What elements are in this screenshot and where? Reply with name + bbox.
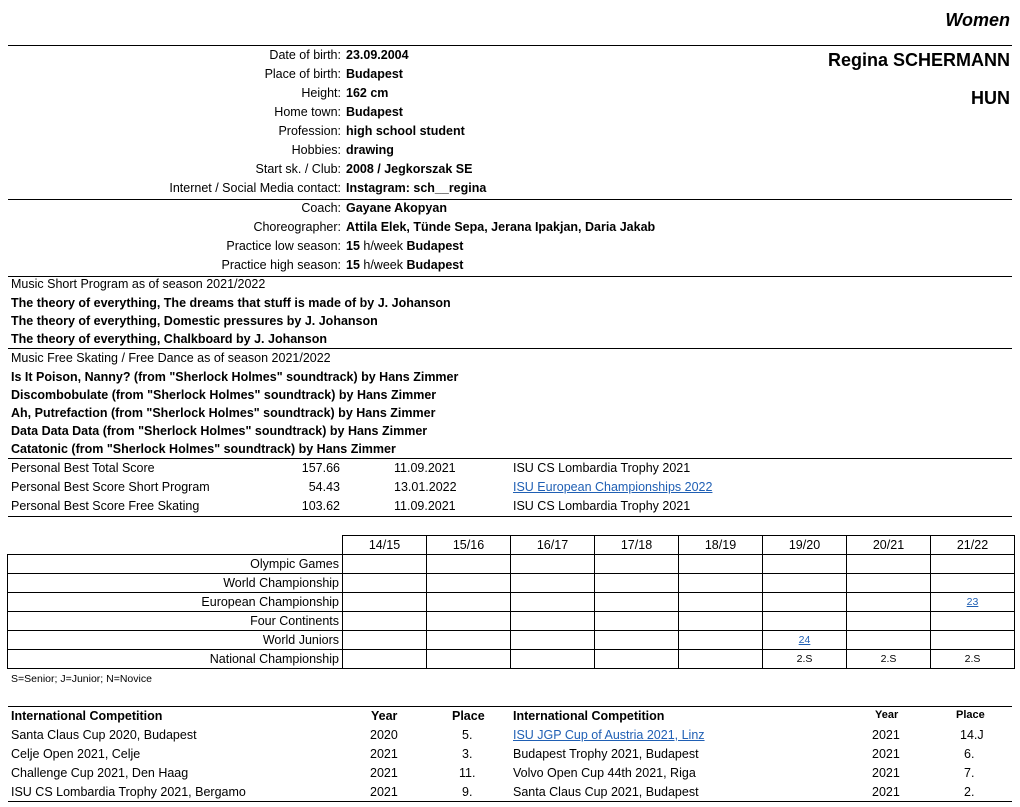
practice-high-label: Practice high season:	[221, 258, 341, 272]
music-fs-item: Discombobulate (from "Sherlock Holmes" soundtrack) by Hans Zimmer	[11, 388, 437, 402]
pb-label: Personal Best Score Free Skating	[11, 499, 200, 513]
practice-location: Budapest	[406, 239, 464, 253]
result-cell	[427, 574, 511, 593]
hours-value: 15	[346, 239, 360, 253]
header-divider	[8, 45, 1012, 46]
music-fs-heading: Music Free Skating / Free Dance as of season 2021/2022	[11, 351, 331, 365]
championship-name: National Championship	[8, 650, 343, 669]
intl-year: 2021	[370, 747, 398, 761]
result-cell	[595, 650, 679, 669]
result-cell	[343, 650, 427, 669]
intl-header-place: Place	[956, 709, 985, 721]
intl-year: 2021	[370, 766, 398, 780]
intl-year: 2021	[872, 785, 900, 799]
championship-row	[8, 631, 1015, 650]
divider	[8, 199, 1012, 200]
hours-unit: h/week	[359, 239, 407, 253]
practice-high-value	[346, 258, 463, 272]
result-cell	[847, 593, 931, 612]
result-cell	[427, 593, 511, 612]
result-cell	[427, 650, 511, 669]
result-cell	[763, 593, 847, 612]
pb-date: 13.01.2022	[394, 480, 457, 494]
legend-note: S=Senior; J=Junior; N=Novice	[11, 673, 152, 685]
music-fs-item: Catatonic (from "Sherlock Holmes" soundtrack) by Hans Zimmer	[11, 442, 396, 456]
result-cell	[595, 631, 679, 650]
result-cell	[763, 555, 847, 574]
result-cell: 2.S	[763, 650, 847, 669]
intl-place: 3.	[462, 747, 473, 761]
divider	[8, 706, 1012, 707]
result-cell	[595, 555, 679, 574]
coach-label: Coach:	[301, 201, 341, 215]
bio-value: Instagram: sch__regina	[346, 181, 487, 195]
pb-score: 157.66	[301, 461, 340, 475]
bio-value: high school student	[346, 124, 465, 138]
pb-event: ISU CS Lombardia Trophy 2021	[513, 461, 691, 475]
choreographer-value: Attila Elek, Tünde Sepa, Jerana Ipakjan, Daria Jakab	[346, 220, 656, 234]
result-cell	[679, 631, 763, 650]
pb-label: Personal Best Total Score	[11, 461, 155, 475]
pb-event-link[interactable]: ISU European Championships 2022	[513, 480, 713, 494]
championship-name: World Championship	[8, 574, 343, 593]
championship-row	[8, 555, 1015, 574]
result-cell	[511, 612, 595, 631]
intl-year: 2020	[370, 728, 398, 742]
intl-competition: Santa Claus Cup 2020, Budapest	[11, 728, 197, 742]
result-cell	[595, 574, 679, 593]
intl-header-competition: International Competition	[513, 709, 665, 723]
intl-place: 6.	[964, 747, 975, 761]
result-link[interactable]: 23	[966, 596, 979, 608]
result-cell	[511, 555, 595, 574]
result-cell	[847, 631, 931, 650]
result-cell	[847, 612, 931, 631]
choreographer-label: Choreographer:	[253, 220, 341, 234]
intl-place: 7.	[964, 766, 975, 780]
championship-row	[8, 612, 1015, 631]
result-cell	[679, 612, 763, 631]
result-cell	[511, 631, 595, 650]
intl-competition: Challenge Cup 2021, Den Haag	[11, 766, 189, 780]
result-cell	[343, 593, 427, 612]
intl-competition: Santa Claus Cup 2021, Budapest	[513, 785, 699, 799]
pb-event: ISU CS Lombardia Trophy 2021	[513, 499, 691, 513]
divider	[8, 458, 1012, 459]
intl-place: 5.	[462, 728, 473, 742]
result-cell	[343, 631, 427, 650]
intl-header-competition: International Competition	[11, 709, 163, 723]
pb-date: 11.09.2021	[394, 499, 456, 513]
bio-label: Profession:	[278, 124, 341, 138]
bio-value: Budapest	[346, 67, 403, 81]
result-cell	[343, 574, 427, 593]
bio-label: Home town:	[274, 105, 341, 119]
result-cell	[427, 612, 511, 631]
intl-place: 14.J	[960, 728, 984, 742]
athlete-country: HUN	[971, 88, 1010, 108]
divider	[8, 801, 1012, 802]
intl-header-year: Year	[875, 709, 899, 721]
season-header: 17/18	[595, 536, 679, 555]
result-cell	[595, 612, 679, 631]
result-cell	[343, 612, 427, 631]
championship-name: World Juniors	[8, 631, 343, 650]
category-title: Women	[945, 10, 1010, 30]
championship-row	[8, 574, 1015, 593]
result-cell	[427, 631, 511, 650]
bio-label: Start sk. / Club:	[255, 162, 341, 176]
result-cell	[511, 650, 595, 669]
result-cell	[763, 612, 847, 631]
coach-value: Gayane Akopyan	[346, 201, 447, 215]
bio-label: Date of birth:	[269, 48, 341, 62]
hours-unit: h/week	[359, 258, 407, 272]
divider	[8, 348, 1012, 349]
championship-name: European Championship	[8, 593, 343, 612]
practice-low-label: Practice low season:	[226, 239, 341, 253]
bio-value: Budapest	[346, 105, 403, 119]
bio-value: 2008 / Jegkorszak SE	[346, 162, 473, 176]
athlete-name: Regina SCHERMANN	[827, 50, 1010, 70]
intl-competition: Volvo Open Cup 44th 2021, Riga	[513, 766, 696, 780]
result-cell	[931, 631, 1015, 650]
championship-row	[8, 650, 1015, 669]
season-header: 15/16	[427, 536, 511, 555]
season-header: 14/15	[343, 536, 427, 555]
result-cell	[763, 574, 847, 593]
music-sp-item: The theory of everything, The dreams that stuff is made of by J. Johanson	[11, 296, 451, 310]
result-cell	[931, 574, 1015, 593]
season-header-row	[8, 536, 1015, 555]
intl-competition: ISU CS Lombardia Trophy 2021, Bergamo	[11, 785, 246, 799]
hours-value: 15	[346, 258, 360, 272]
intl-year: 2021	[872, 766, 900, 780]
intl-competition: Celje Open 2021, Celje	[11, 747, 141, 761]
season-header: 18/19	[679, 536, 763, 555]
pb-label: Personal Best Score Short Program	[11, 480, 210, 494]
result-cell	[679, 593, 763, 612]
result-cell	[427, 555, 511, 574]
divider	[8, 516, 1012, 517]
bio-value: 162 cm	[346, 86, 389, 100]
intl-competition: Budapest Trophy 2021, Budapest	[513, 747, 699, 761]
intl-competition-link[interactable]: ISU JGP Cup of Austria 2021, Linz	[513, 728, 705, 742]
music-sp-heading: Music Short Program as of season 2021/2022	[11, 277, 266, 291]
music-fs-item: Is It Poison, Nanny? (from "Sherlock Holmes" soundtrack) by Hans Zimmer	[11, 370, 459, 384]
season-header: 19/20	[763, 536, 847, 555]
music-sp-item: The theory of everything, Domestic pressures by J. Johanson	[11, 314, 378, 328]
result-cell: 2.S	[931, 650, 1015, 669]
bio-label: Internet / Social Media contact:	[169, 181, 341, 195]
music-sp-item: The theory of everything, Chalkboard by J. Johanson	[11, 332, 328, 346]
result-cell	[679, 555, 763, 574]
intl-year: 2021	[872, 747, 900, 761]
result-cell	[847, 574, 931, 593]
result-cell	[679, 574, 763, 593]
championship-table	[7, 535, 1015, 669]
result-cell	[343, 555, 427, 574]
result-cell	[595, 593, 679, 612]
intl-header-place: Place	[452, 709, 485, 723]
bio-label: Height:	[301, 86, 341, 100]
intl-year: 2021	[370, 785, 398, 799]
championship-name: Four Continents	[8, 612, 343, 631]
music-fs-item: Ah, Putrefaction (from "Sherlock Holmes" soundtrack) by Hans Zimmer	[11, 406, 436, 420]
bio-label: Place of birth:	[264, 67, 341, 81]
practice-location: Budapest	[406, 258, 464, 272]
result-cell	[847, 555, 931, 574]
bio-value: drawing	[346, 143, 394, 157]
season-header: 21/22	[931, 536, 1015, 555]
intl-year: 2021	[872, 728, 900, 742]
result-cell	[763, 631, 847, 650]
pb-score: 54.43	[308, 480, 340, 494]
result-cell: 2.S	[847, 650, 931, 669]
intl-header-year: Year	[371, 709, 398, 723]
result-cell	[511, 593, 595, 612]
result-link[interactable]: 24	[798, 634, 811, 646]
championship-name: Olympic Games	[8, 555, 343, 574]
result-cell	[931, 612, 1015, 631]
result-cell	[511, 574, 595, 593]
result-cell	[679, 650, 763, 669]
season-header: 16/17	[511, 536, 595, 555]
pb-score: 103.62	[301, 499, 340, 513]
practice-low-value	[346, 239, 463, 253]
result-cell	[931, 555, 1015, 574]
intl-place: 2.	[964, 785, 975, 799]
season-header: 20/21	[847, 536, 931, 555]
bio-label: Hobbies:	[291, 143, 341, 157]
result-cell	[931, 593, 1015, 612]
championship-row	[8, 593, 1015, 612]
pb-date: 11.09.2021	[394, 461, 456, 475]
music-fs-item: Data Data Data (from "Sherlock Holmes" soundtrack) by Hans Zimmer	[11, 424, 428, 438]
bio-value: 23.09.2004	[346, 48, 409, 62]
header-blank	[8, 536, 343, 555]
intl-place: 9.	[462, 785, 473, 799]
intl-place: 11.	[459, 766, 476, 780]
